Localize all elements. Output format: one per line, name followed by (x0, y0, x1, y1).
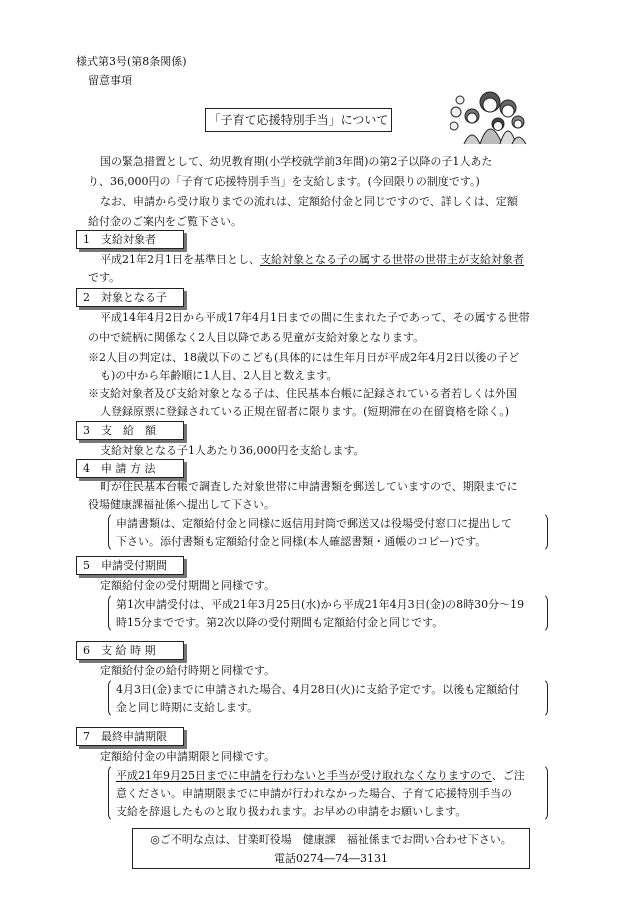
section-5-heading: 5 申請受付期間 (76, 556, 184, 575)
section-4-line-1: 町が住民基本台帳で調査した対象世帯に申請書類を郵送していますので、期限までに (100, 480, 518, 493)
section-5-box-line-2: 時15分までです。第2次以降の受付期間も定額給付金と同じです。 (116, 616, 444, 629)
section-5-line-1: 定額給付金の受付期間と同様です。 (100, 579, 276, 592)
section-1-line-2: です。 (88, 271, 121, 284)
section-7-box-line-1: 平成21年9月25日までに申請を行わないと手当が受け取れなくなりますので、ご注 (116, 769, 525, 782)
section-2-note-2-line-1: ※支給対象者及び支給対象となる子は、住民基本台帳に記録されている者若しくは外国 (88, 387, 517, 400)
document-title-box (205, 108, 392, 132)
intro-line-1: 国の緊急措置として、幼児教育期(小学校就学前3年間)の第2子以降の子1人あた (100, 155, 493, 168)
section-1-line-1: 平成21年2月1日を基準日とし、支給対象となる子の属する世帯の世帯主が支給対象者 (100, 253, 524, 266)
section-7-line-1: 定額給付金の申請期限と同様です。 (100, 750, 276, 763)
section-4-box-line-2: 下さい。添付書類も定額給付金と同様(本人確認書類・通帳のコピー)です。 (116, 535, 487, 548)
section-4-heading: 4 申 請 方 法 (76, 459, 184, 478)
section-4-box-line-1: 申請書類は、定額給付金と同様に返信用封筒で郵送又は役場受付窓口に提出して (116, 517, 512, 530)
section-5-box-line-1: 第1次申請受付は、平成21年3月25日(水)から平成21年4月3日(金)の8時30分～19 (116, 598, 525, 611)
section-7-heading: 7 最終申請期限 (76, 727, 184, 746)
family-illustration (450, 86, 530, 146)
contact-line-1: ◎ご不明な点は、甘楽町役場 健康課 福祉係までお問い合わせ下さい。 (150, 833, 512, 846)
intro-line-3: なお、申請から受け取りまでの流れは、定額給付金と同じですので、詳しくは、定額 (100, 195, 518, 208)
section-7-box-line-2: 意ください。申請期限までに申請が行われなかった場合、子育て応援特別手当の (116, 787, 512, 800)
section-2-heading: 2 対象となる子 (76, 288, 184, 307)
section-7-deadline-warning: 平成21年9月25日までに申請を行わないと手当が受け取れなくなりますので (116, 769, 492, 782)
section-7-box-line-3: 支給を辞退したものと取り扱われます。お早めの申請をお願いします。 (116, 805, 467, 818)
section-3-heading: 3 支 給 額 (76, 421, 184, 440)
intro-line-4: 給付金のご案内をご覧下さい。 (88, 215, 242, 228)
section-2-note-1-line-1: ※2人目の判定は、18歳以下のこども(具体的には生年月日が平成2年4月2日以後の子ど (88, 351, 520, 364)
section-2-note-2-line-2: 人登録原票に登録されている正規在留者に限ります。(短期滞在の在留資格を除く。) (100, 405, 509, 418)
section-2-line-2: の中で続柄に関係なく2人目以降である児童が支給対象となります。 (88, 331, 425, 344)
section-6-box-line-1: 4月3日(金)までに申請された場合、4月28日(火)に支給予定です。以後も定額給付 (116, 683, 520, 696)
contact-box (132, 828, 530, 869)
section-2-line-1: 平成14年4月2日から平成17年4月1日までの間に生まれた子であって、その属する世帯 (100, 311, 530, 324)
form-number: 様式第3号(第8条関係) (76, 55, 187, 68)
section-1-emphasis: 支給対象となる子の属する世帯の世帯主が支給対象者 (260, 253, 524, 266)
section-3-line-1: 支給対象となる子1人あたり36,000円を支給します。 (100, 444, 365, 457)
section-6-box-line-2: 金と同じ時期に支給します。 (116, 701, 259, 714)
contact-phone: 電話0274―74―3131 (274, 852, 388, 865)
section-2-note-1-line-2: も)の中から年齢順に1人目、2人目と数えます。 (100, 369, 338, 382)
intro-line-2: り、36,000円の「子育て応援特別手当」を支給します。(今回限りの制度です。) (88, 175, 480, 188)
section-4-line-2: 役場健康課福祉係へ提出して下さい。 (88, 498, 275, 511)
notice-label: 留意事項 (88, 74, 132, 87)
section-6-line-1: 定額給付金の給付時期と同様です。 (100, 664, 276, 677)
section-6-heading: 6 支 給 時 期 (76, 641, 184, 660)
section-1-heading: 1 支給対象者 (76, 230, 184, 249)
document-title: 「子育て応援特別手当」について (208, 113, 389, 127)
